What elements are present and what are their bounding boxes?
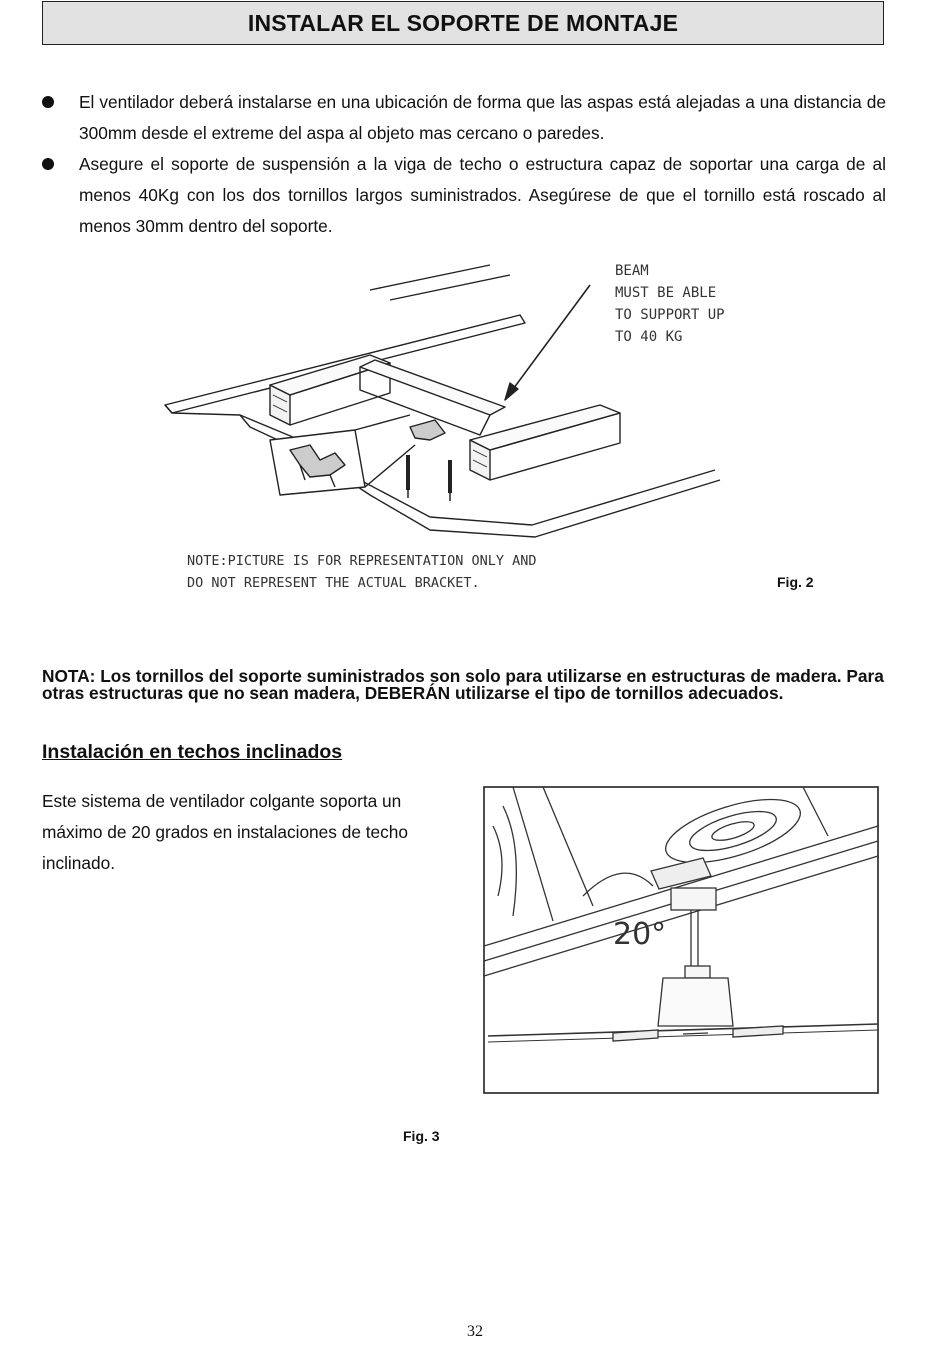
- bullet-text: Asegure el soporte de suspensión a la viga de techo o estructura capaz de soportar una carga de al menos 40Kg con los dos tornillos largos suministrados. Asegúrese de que el tornillo está roscado al menos 30mm dentro del soporte.: [79, 154, 886, 236]
- bullet-dot-icon: [42, 96, 54, 108]
- angle-label: 20°: [613, 917, 667, 952]
- fig2-caption: Fig. 2: [777, 574, 814, 590]
- fig2-note-line: NOTE:PICTURE IS FOR REPRESENTATION ONLY AND: [187, 553, 537, 569]
- beam-label-line: TO SUPPORT UP: [615, 307, 725, 323]
- section-heading: Instalación en techos inclinados: [42, 741, 343, 763]
- bullet-text: El ventilador deberá instalarse en una ubicación de forma que las aspas está alejadas a una distancia de 300mm desde el extreme del aspa al objeto mas cercano o paredes.: [79, 92, 886, 143]
- section-paragraph: Este sistema de ventilador colgante soporta un máximo de 20 grados en instalaciones de techo inclinado.: [42, 791, 409, 873]
- fig3-caption: Fig. 3: [403, 1128, 440, 1144]
- bullet-item: [42, 87, 886, 149]
- bullet-item: [42, 149, 886, 242]
- page-title: INSTALAR EL SOPORTE DE MONTAJE: [42, 1, 884, 45]
- beam-label-line: BEAM: [615, 263, 649, 279]
- bullet-dot-icon: [42, 158, 54, 170]
- beam-mounting-illustration: [160, 255, 760, 600]
- nota-text: NOTA: Los tornillos del soporte suministrados son solo para utilizarse en estructuras de madera. Para otras estructuras que no sean madera, DEBERÁN utilizarse el tipo de tornillos adecuados.: [42, 666, 884, 703]
- beam-label-line: TO 40 KG: [615, 329, 683, 345]
- fig2-note-line: DO NOT REPRESENT THE ACTUAL BRACKET.: [187, 575, 480, 591]
- bullet-list: [42, 87, 886, 242]
- beam-label-line: MUST BE ABLE: [615, 285, 717, 301]
- sloped-ceiling-illustration: [483, 786, 879, 1094]
- page-number: 32: [467, 1323, 483, 1340]
